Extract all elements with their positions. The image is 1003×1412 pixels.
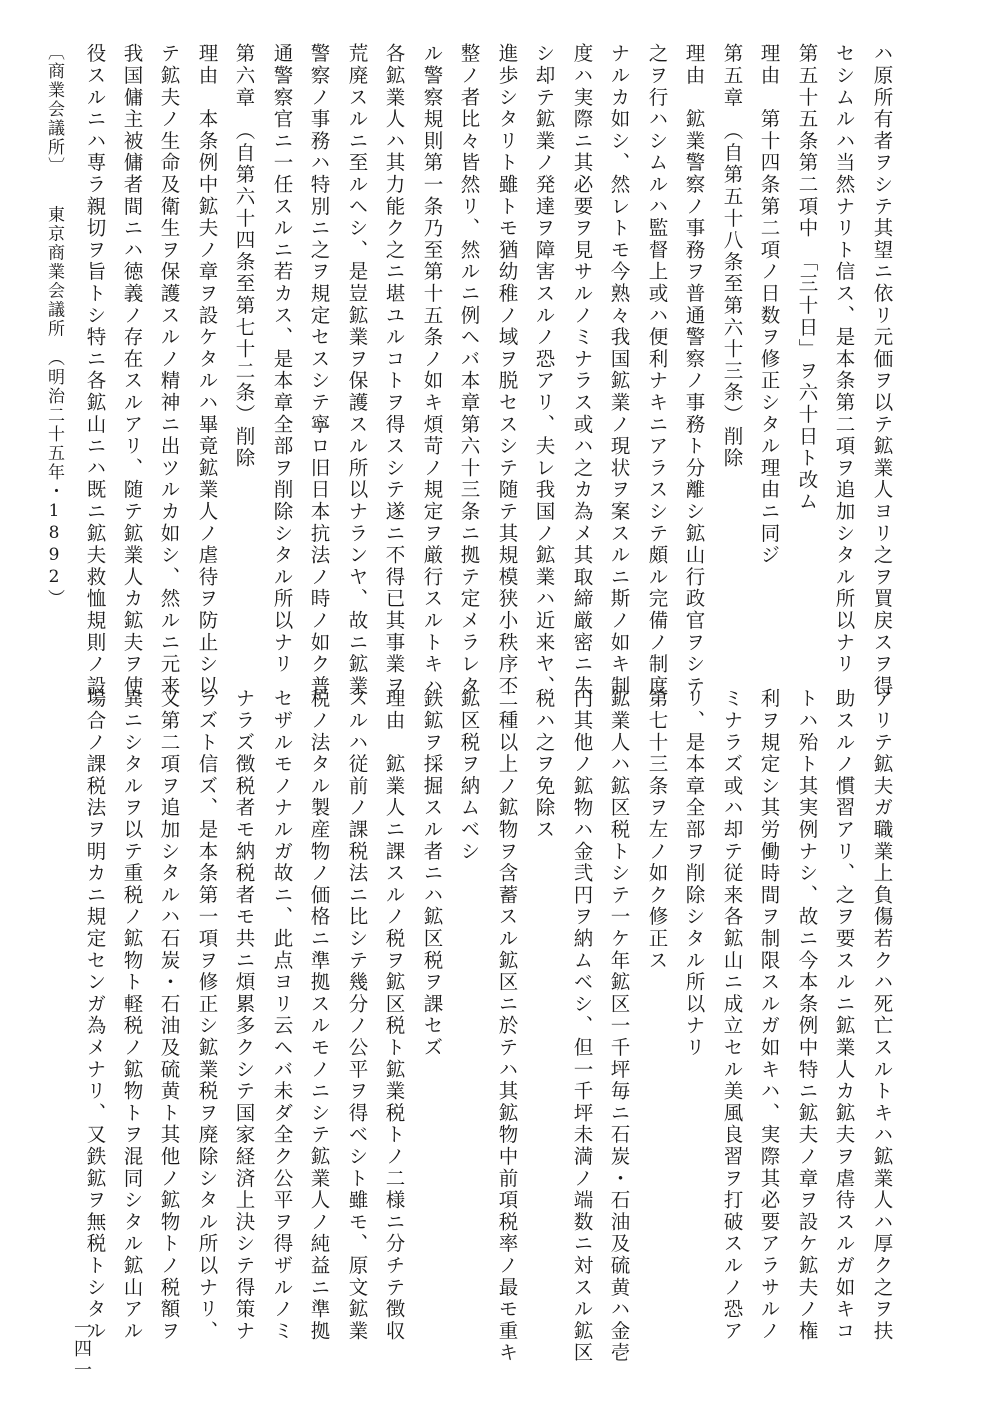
text-column: 警察ノ事務ハ特別ニ之ヲ規定セスシテ寧ロ旧日本抗法ノ時ノ如ク普 [307,43,331,697]
text-column: ル警察規則第一条乃至第十五条ノ如キ煩苛ノ規定ヲ厳行スルトキハ [420,43,444,697]
text-column: 税ハ之ヲ免除ス [532,688,556,841]
text-column: 我国傭主被傭者間ニハ徳義ノ存在スルアリ、随テ鉱業人カ鉱夫ヲ使 [120,43,144,697]
text-column: アリテ鉱夫ガ職業上負傷若クハ死亡スルトキハ鉱業人ハ厚ク之ヲ扶 [870,688,894,1342]
text-column: 各鉱業人ハ其力能ク之ニ堪ユルコトヲ得スシテ遂ニ不得已其事業ヲ [382,43,406,697]
text-column: トハ殆ト其実例ナシ、故ニ今本条例中特ニ鉱夫ノ章ヲ設ケ鉱夫ノ権 [795,688,819,1342]
text-column: 場合ノ課税法ヲ明カニ規定センガ為メナリ、又鉄鉱ヲ無税トシタル [83,688,107,1342]
text-column: 税ノ法タル製産物ノ価格ニ準拠スルモノニシテ鉱業人ノ純益ニ準拠 [307,688,331,1342]
source-tag: 〔商業会議所〕 [44,43,64,168]
text-column: 利ヲ規定シ其労働時間ヲ制限スルガ如キハ、実際其必要アラサルノ [757,688,781,1342]
text-column: 理由 第十四条第二項ノ日数ヲ修正シタル理由ニ同ジ [757,43,781,567]
text-column: 助スルノ慣習アリ、之ヲ要スルニ鉱業人カ鉱夫ヲ虐待スルガ如キコ [832,688,856,1342]
text-column: 之ヲ行ハシムルハ監督上或ハ便利ナキニアラスシテ頗ル完備ノ制度 [645,43,669,697]
text-column: テ鉱夫ノ生命及衛生ヲ保護スルノ精神ニ出ツルカ如シ、然ルニ元来 [157,43,181,697]
text-column: ラズト信ズ、是本条第一項ヲ修正シ鉱業税ヲ廃除シタル所以ナリ、 [195,688,219,1342]
text-column: 進歩シタリト雖トモ猶幼稚ノ域ヲ脱セスシテ随テ其規模狭小秩序不 [495,43,519,697]
text-column: 荒廃スルニ至ルヘシ、是豈鉱業ヲ保護スル所以ナランヤ、故ニ鉱業 [345,43,369,697]
text-column: スルハ従前ノ課税法ニ比シテ幾分ノ公平ヲ得ベシト雖モ、原文鉱業 [345,688,369,1342]
text-column: 円其他ノ鉱物ハ金弐円ヲ納ムベシ、但一千坪未満ノ端数ニ対スル鉱区 [570,688,594,1364]
publication-date: （明治二十五年・1892） [44,357,64,608]
publisher: 東京商業会議所 [44,205,64,339]
text-column: 整ノ者比々皆然リ、然ルニ例ヘバ本章第六十三条ニ拠テ定メラレタ [457,43,481,697]
text-column: 鉱区税ヲ納ムベシ [457,688,481,863]
text-column: シ却テ鉱業ノ発達ヲ障害スルノ恐アリ、夫レ我国ノ鉱業ハ近来ヤ、 [532,43,556,697]
section-heading: 第七十三条ヲ左ノ如ク修正ス [645,688,669,972]
text-column: 理由 本条例中鉱夫ノ章ヲ設ケタルハ畢竟鉱業人ノ虐待ヲ防止シ以 [195,43,219,697]
text-column: ハ原所有者ヲシテ其望ニ依リ元価ヲ以テ鉱業人ヨリ之ヲ買戻スヲ得 [870,43,894,697]
text-column: セシムルハ当然ナリト信ス、是本条第二項ヲ追加シタル所以ナリ [832,43,856,676]
text-column: 役スルニハ専ラ親切ヲ旨トシ特ニ各鉱山ニハ既ニ鉱夫救恤規則ノ設 [83,43,107,697]
text-column: 鉱業人ハ鉱区税トシテ一ケ年鉱区一千坪毎ニ石炭・石油及硫黄ハ金壱 [607,688,631,1364]
text-column: 二種以上ノ鉱物ヲ含蓄スル鉱区ニ於テハ其鉱物中前項税率ノ最モ重キ [495,688,519,1364]
text-column: ナルカ如シ、然レトモ今熟々我国鉱業ノ現状ヲ案スルニ斯ノ如キ制 [607,43,631,697]
section-heading: 第六章 （自第六十四条至第七十二条）削除 [232,43,256,470]
text-column: 又第二項ヲ追加シタルハ石炭・石油及硫黄ト其他ノ鉱物トノ税額ヲ [157,688,181,1342]
text-column: 理由 鉱業警察ノ事務ヲ普通警察ノ事務ト分離シ鉱山行政官ヲシテ [682,43,706,697]
text-column: 鉄鉱ヲ採掘スル者ニハ鉱区税ヲ課セズ [420,688,444,1059]
text-column: 異ニシタルヲ以テ重税ノ鉱物ト軽税ノ鉱物トヲ混同シタル鉱山アル [120,688,144,1342]
text-column: 通警察官ニ一任スルニ若カス、是本章全部ヲ削除シタル所以ナリ [270,43,294,676]
source-footer [42,43,67,655]
page-number: 一四一 [71,1318,92,1381]
text-column: ミナラズ或ハ却テ従来各鉱山ニ成立セル美風良習ヲ打破スルノ恐ア [720,688,744,1342]
text-column: 理由 鉱業人ニ課スルノ税ヲ鉱区税ト鉱業税トノ二様ニ分チテ徴収 [382,688,406,1342]
text-column: 度ハ実際ニ其必要ヲ見サルノミナラス或ハ之カ為メ其取締厳密ニ失 [570,43,594,697]
text-column: ナラズ徴税者モ納税者モ共ニ煩累多クシテ国家経済上決シテ得策ナ [232,688,256,1342]
text-column: セザルモノナルガ故ニ、此点ヨリ云ヘバ未ダ全ク公平ヲ得ザルノミ [270,688,294,1342]
text-column: リ、是本章全部ヲ削除シタル所以ナリ [682,688,706,1059]
section-heading: 第五章 （自第五十八条至第六十三条）削除 [720,43,744,470]
text-column: 第五十五条第二項中 「三十日」ヲ六十日ト改ム [795,43,819,513]
